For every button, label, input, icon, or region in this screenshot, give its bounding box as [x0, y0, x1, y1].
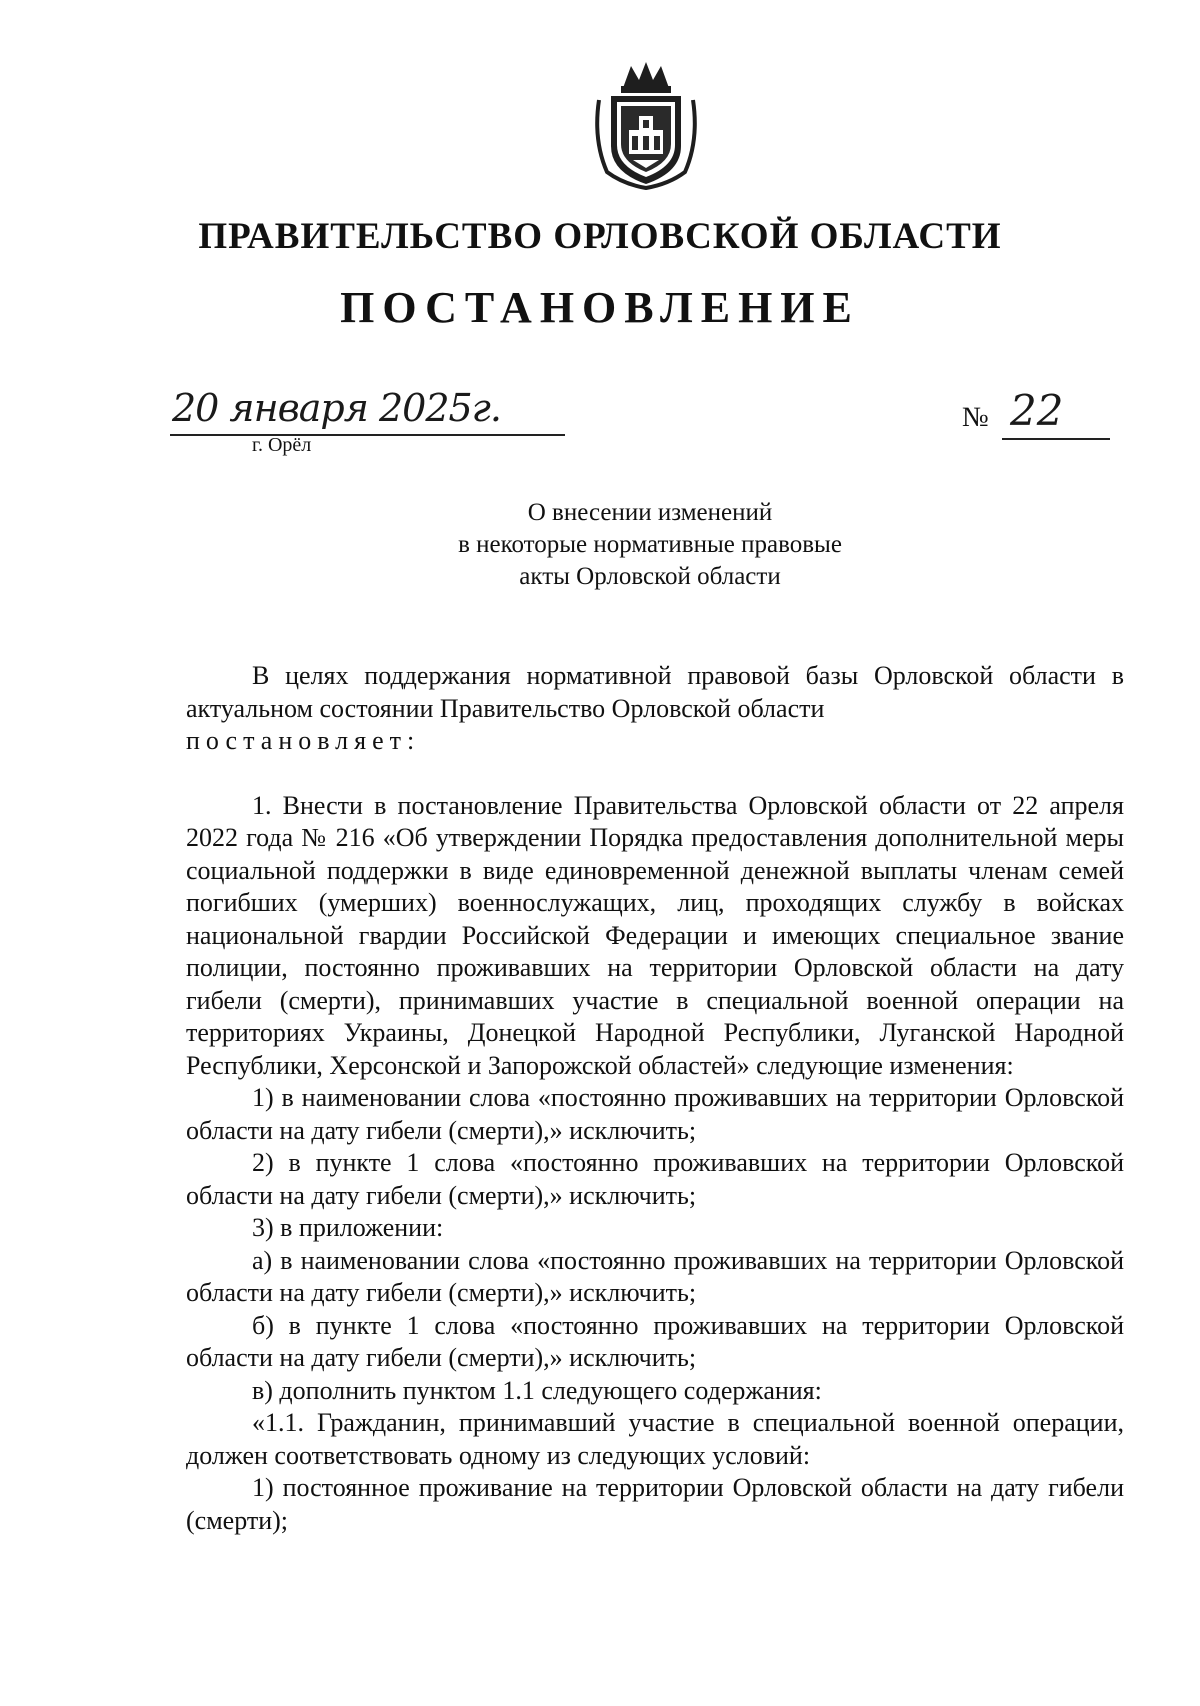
coat-of-arms-icon: [593, 60, 699, 190]
subject-line: в некоторые нормативные правовые: [458, 531, 842, 558]
subject-line: О внесении изменений: [527, 499, 773, 526]
number-sign: №: [962, 402, 989, 433]
subclause-3: 3) в приложении:: [252, 1213, 444, 1242]
subject-line: акты Орловской области: [519, 563, 781, 590]
subclause-b: б) в пункте 1 слова «постоянно проживавших на территории Орловской области на дату гибели (смерти),» исключить;: [186, 1310, 1124, 1372]
subclause-2: 2) в пункте 1 слова «постоянно проживавших на территории Орловской области на дату гибели (смерти),» исключить;: [186, 1148, 1124, 1210]
number-underline: [1002, 438, 1110, 440]
document-body: [186, 660, 1124, 1537]
handwritten-number: 22: [1010, 386, 1064, 435]
resolution-word: постановляет:: [186, 726, 421, 755]
handwritten-date: 20 января 2025г.: [172, 386, 501, 430]
subclause-a: а) в наименовании слова «постоянно проживавших на территории Орловской области на дату гибели (смерти),» исключить;: [186, 1245, 1124, 1307]
date-underline: [170, 434, 565, 436]
document-subject: [300, 497, 1000, 593]
government-name: ПРАВИТЕЛЬСТВО ОРЛОВСКОЙ ОБЛАСТИ: [198, 216, 1002, 257]
quoted-condition-1: 1) постоянное проживание на территории Орловской области на дату гибели (смерти);: [186, 1473, 1124, 1535]
subclause-1: 1) в наименовании слова «постоянно проживавших на территории Орловской области на дату гибели (смерти),» исключить;: [186, 1083, 1124, 1145]
issue-place: г. Орёл: [252, 434, 312, 456]
document-type: ПОСТАНОВЛЕНИЕ: [340, 283, 860, 332]
quoted-clause-1-1: «1.1. Гражданин, принимавший участие в специальной военной операции, должен соответствовать одному из следующих условий:: [186, 1408, 1124, 1470]
preamble-paragraph: В целях поддержания нормативной правовой базы Орловской области в актуальном состоянии Правительство Орловской области: [186, 661, 1124, 723]
clause-1-paragraph: 1. Внести в постановление Правительства Орловской области от 22 апреля 2022 года № 216 «Об утверждении Порядка предоставления дополнительной меры социальной поддержки в виде единовременной денежной выплаты членам семей погибших (умерших) военнослужащих, лиц, проходящих службу в войсках национальной гвардии Российской Федерации и имеющих специальное звание полиции, постоянно проживавших на территории Орловской области на дату гибели (смерти), принимавших участие в специальной военной операции на территориях Украины, Донецкой Народной Республики, Луганской Народной Республики, Херсонской и Запорожской областей» следующие изменения:: [186, 790, 1124, 1080]
subclause-v: в) дополнить пунктом 1.1 следующего содержания:: [252, 1375, 822, 1405]
